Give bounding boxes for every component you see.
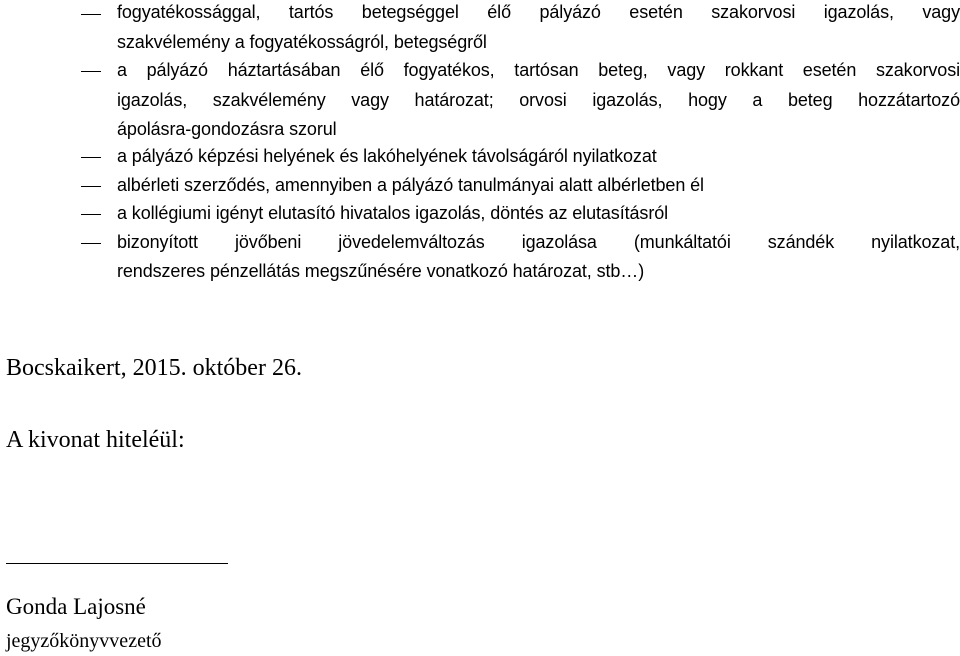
list-item-line: ápolásra-gondozásra szorul [117, 119, 337, 139]
list-item-line: szakvélemény a fogyatékosságról, betegségről [117, 32, 487, 52]
dash-bullet [81, 186, 101, 187]
dash-bullet [81, 214, 101, 215]
signatory-title: jegyzőkönyvvezető [6, 630, 162, 652]
dash-bullet [81, 157, 101, 158]
list-item-line: a pályázó háztartásában élő fogyatékos, tartósan beteg, vagy rokkant esetén szakorvosi [117, 60, 960, 80]
signature-line [6, 563, 228, 564]
signatory-name: Gonda Lajosné [6, 594, 146, 619]
list-item-line: igazolás, szakvélemény vagy határozat; orvosi igazolás, hogy a beteg hozzátartozó [117, 90, 960, 110]
dash-bullet [81, 71, 101, 72]
dash-bullet [81, 243, 101, 244]
dash-bullet [81, 14, 101, 15]
list-item-line: a kollégiumi igényt elutasító hivatalos igazolás, döntés az elutasításról [117, 203, 669, 223]
list-item-line: rendszeres pénzellátás megszűnésére vonatkozó határozat, stb…) [117, 261, 645, 281]
list-item-line: a pályázó képzési helyének és lakóhelyének távolságáról nyilatkozat [117, 146, 657, 166]
list-item-line: fogyatékossággal, tartós betegséggel élő pályázó esetén szakorvosi igazolás, vagy [117, 2, 960, 22]
list-item-line: albérleti szerződés, amennyiben a pályázó tanulmányai alatt albérletben él [117, 175, 704, 195]
certification-label: A kivonat hiteléül: [6, 427, 185, 453]
list-item-line: bizonyított jövőbeni jövedelemváltozás igazolása (munkáltatói szándék nyilatkozat, [117, 232, 960, 252]
place-date: Bocskaikert, 2015. október 26. [6, 355, 302, 381]
